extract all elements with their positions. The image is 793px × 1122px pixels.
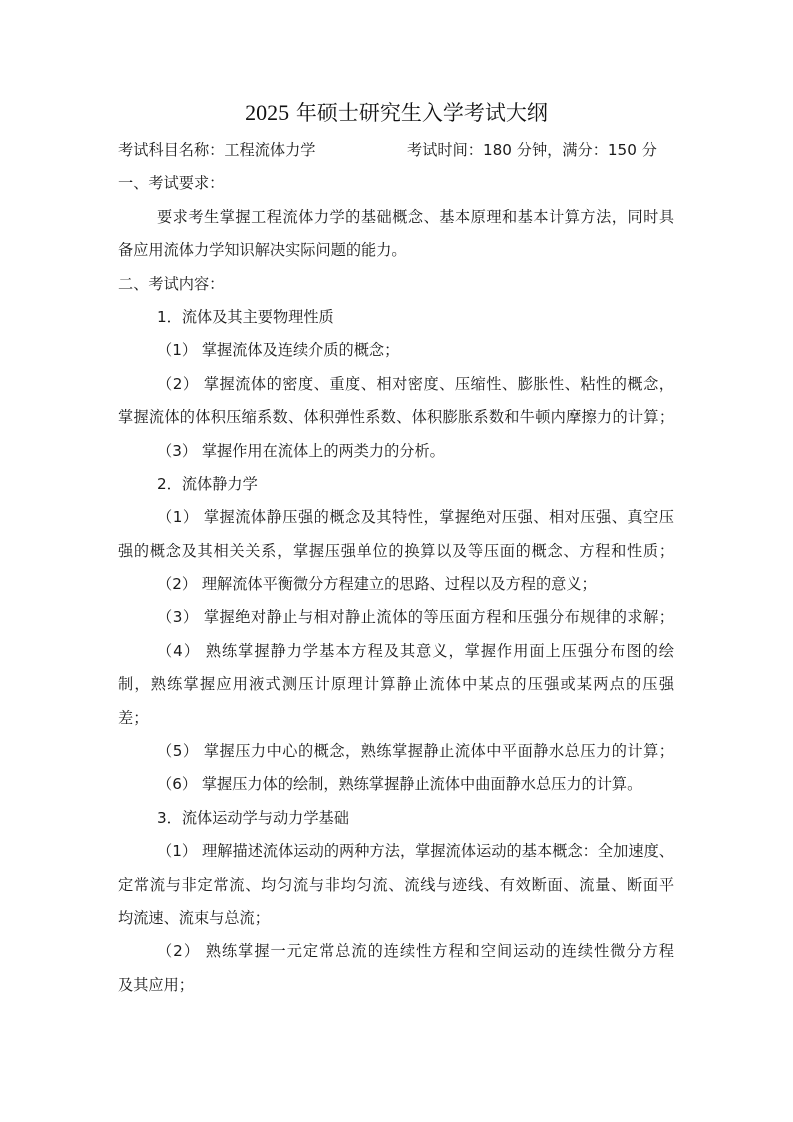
title-year: 2025: [245, 100, 290, 125]
content-subheading: 2．流体静力学: [157, 474, 258, 493]
time-value: 180 分钟，: [482, 141, 563, 159]
content-list: [118, 301, 674, 1002]
content-list-item: （2） 掌握流体的密度、重度、相对密度、压缩性、膨胀性、粘性的概念，: [157, 374, 674, 393]
requirements-paragraph-line: 备应用流体力学知识解决实际问题的能力。: [118, 241, 407, 260]
section-heading-requirements: 一、考试要求：: [118, 174, 225, 193]
content-list-item: （3） 掌握作用在流体上的两类力的分析。: [157, 441, 445, 460]
subject-label: 考试科目名称：: [118, 141, 225, 159]
requirements-paragraph-line: 要求考生掌握工程流体力学的基础概念、基本原理和基本计算方法，同时具: [157, 207, 674, 226]
content-list-item: （4） 熟练掌握静力学基本方程及其意义，掌握作用面上压强分布图的绘: [157, 641, 674, 660]
content-list-item: （3） 掌握绝对静止与相对静止流体的等压面方程和压强分布规律的求解；: [157, 608, 674, 627]
document-body: [118, 134, 674, 1002]
title-text: 年硕士研究生入学考试大纲: [289, 101, 548, 125]
score-label: 满分：: [562, 141, 608, 159]
content-list-item: （6） 掌握压力体的绘制，熟练掌握静止流体中曲面静水总压力的计算。: [157, 775, 643, 794]
content-list-item: （5） 掌握压力中心的概念，熟练掌握静止流体中平面静水总压力的计算；: [157, 742, 674, 761]
section-heading-content: 二、考试内容：: [118, 274, 225, 293]
content-list-item: 均流速、流束与总流；: [118, 908, 270, 927]
content-list-item: （2） 理解流体平衡微分方程建立的思路、过程以及方程的意义；: [157, 575, 597, 594]
content-list-item: 及其应用；: [118, 975, 194, 994]
subject-value: 工程流体力学: [224, 141, 316, 159]
score-value: 150 分: [607, 141, 657, 159]
content-list-item: 定常流与非定常流、均匀流与非均匀流、流线与迹线、有效断面、流量、断面平: [118, 875, 674, 894]
content-list-item: 差；: [118, 708, 149, 727]
content-subheading: 3．流体运动学与动力学基础: [157, 808, 349, 827]
exam-meta-row: [118, 134, 674, 167]
content-list-item: 制，熟练掌握应用液式测压计原理计算静止流体中某点的压强或某两点的压强: [118, 675, 674, 694]
content-subheading: 1．流体及其主要物理性质: [157, 307, 334, 326]
time-label: 考试时间：: [407, 141, 483, 159]
content-list-item: （1） 理解描述流体运动的两种方法，掌握流体运动的基本概念：全加速度、: [157, 842, 674, 861]
exam-time-score: [407, 134, 657, 167]
content-list-item: 掌握流体的体积压缩系数、体积弹性系数、体积膨胀系数和牛顿内摩擦力的计算；: [118, 408, 674, 427]
content-list-item: （1） 掌握流体及连续介质的概念；: [157, 341, 400, 360]
content-list-item: （1） 掌握流体静压强的概念及其特性，掌握绝对压强、相对压强、真空压: [157, 508, 674, 527]
content-list-item: （2） 熟练掌握一元定常总流的连续性方程和空间运动的连续性微分方程: [157, 942, 674, 961]
content-list-item: 强的概念及其相关关系，掌握压强单位的换算以及等压面的概念、方程和性质；: [118, 541, 674, 560]
page-title: [0, 98, 793, 128]
